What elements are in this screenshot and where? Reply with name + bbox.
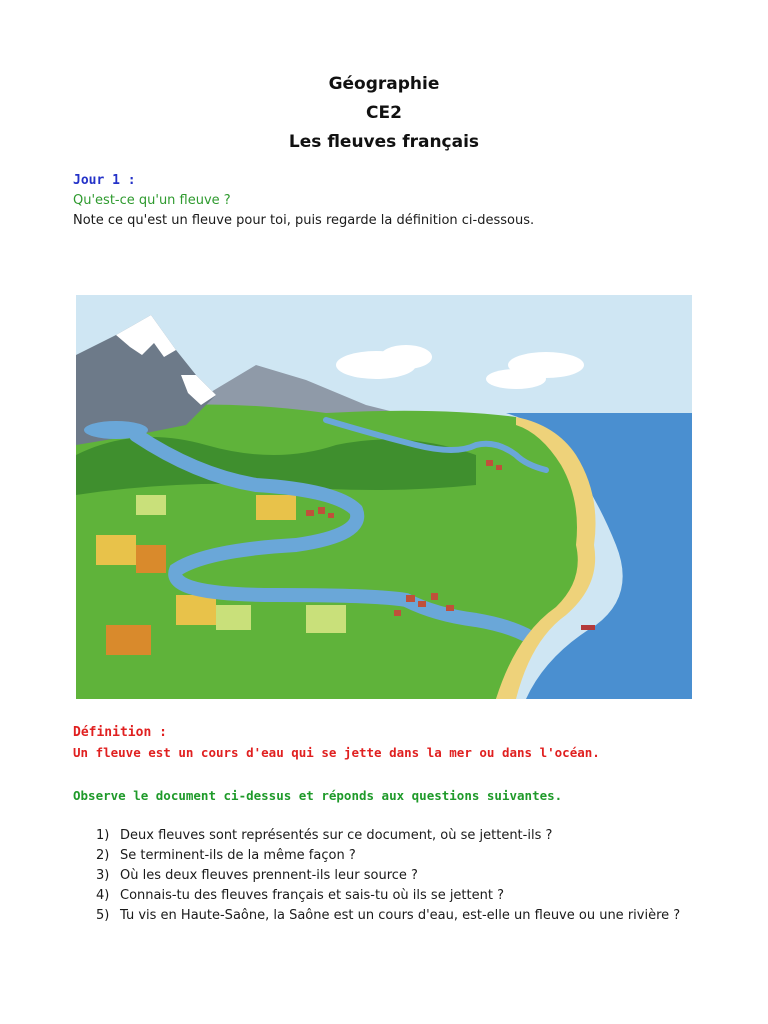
question-text: Deux fleuves sont représentés sur ce document, où se jettent-ils ? — [120, 828, 553, 843]
landscape-illustration — [76, 295, 692, 699]
question-item — [96, 886, 696, 906]
question-text: Se terminent-ils de la même façon ? — [120, 848, 356, 863]
page-header — [0, 70, 768, 157]
level-title: CE2 — [366, 103, 402, 123]
question-item — [96, 906, 696, 926]
question-item — [96, 826, 696, 846]
question-item — [96, 866, 696, 886]
observe-instruction: Observe le document ci-dessus et réponds aux questions suivantes. — [73, 788, 563, 803]
question-text: Connais-tu des fleuves français et sais-tu où ils se jettent ? — [120, 888, 504, 903]
question-item — [96, 846, 696, 866]
question-number: 1) — [96, 828, 110, 843]
question-number: 3) — [96, 868, 110, 883]
subject-title: Géographie — [328, 74, 440, 94]
question-number: 2) — [96, 848, 110, 863]
day-label: Jour 1 : — [73, 173, 136, 188]
question-text: Tu vis en Haute-Saône, la Saône est un cours d'eau, est-elle un fleuve ou une rivière ? — [120, 908, 681, 923]
question-number: 4) — [96, 888, 110, 903]
definition-text: Un fleuve est un cours d'eau qui se jette dans la mer ou dans l'océan. — [73, 745, 600, 760]
question-number: 5) — [96, 908, 110, 923]
question-text: Où les deux fleuves prennent-ils leur source ? — [120, 868, 418, 883]
day-question: Qu'est-ce qu'un fleuve ? — [73, 193, 231, 208]
question-list — [96, 826, 696, 926]
boat — [581, 625, 595, 630]
day-instruction: Note ce qu'est un fleuve pour toi, puis regarde la définition ci-dessous. — [73, 213, 535, 228]
definition-label: Définition : — [73, 725, 167, 740]
lesson-title: Les fleuves français — [288, 132, 480, 152]
